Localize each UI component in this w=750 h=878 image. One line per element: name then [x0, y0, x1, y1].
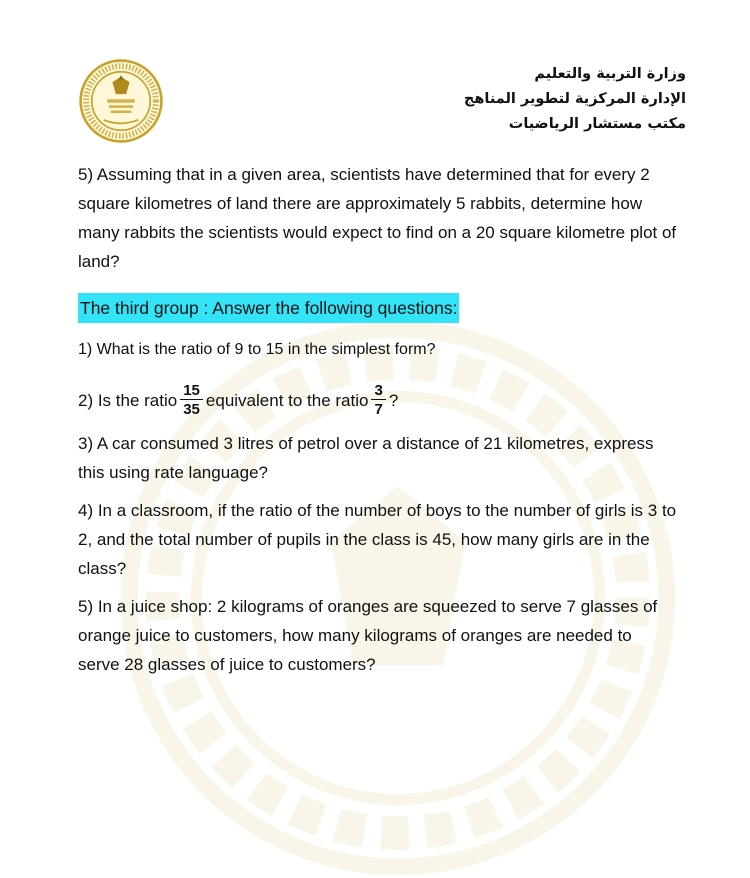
fraction-numerator: 15	[183, 382, 200, 399]
question-classroom-ratio: 4) In a classroom, if the ratio of the number of boys to the number of girls is 3 to 2, and the total number of pupils in the class is 45, how many girls are in the class?	[78, 501, 677, 578]
fraction-denominator: 7	[371, 399, 385, 418]
q2-suffix: ?	[388, 390, 399, 410]
q2-prefix: 2) Is the ratio	[78, 390, 178, 410]
question-ratio-equivalent	[78, 377, 678, 423]
ministry-header	[446, 62, 686, 137]
question-juice-shop: 5) In a juice shop: 2 kilograms of oranges are squeezed to serve 7 glasses of orange juice to customers, how many kilograms of oranges are needed to serve 28 glasses of juice to customers?	[78, 597, 658, 674]
math-advisor-office: مكتب مستشار الرياضيات	[508, 116, 686, 132]
fraction-15-35	[180, 382, 203, 418]
ministry-seal-icon	[78, 58, 164, 144]
fraction-numerator: 3	[374, 382, 383, 399]
ministry-name: وزارة التربية والتعليم	[534, 66, 686, 82]
fraction-denominator: 35	[180, 399, 203, 418]
worksheet-content	[78, 160, 678, 679]
fraction-3-7	[371, 382, 385, 418]
curriculum-department: الإدارة المركزية لتطوير المناهج	[463, 91, 686, 107]
question-rabbits: 5) Assuming that in a given area, scientists have determined that for every 2 square kilometres of land there are approximately 5 rabbits, determine how many rabbits the scientists would expect to find on a 20 square kilometre plot of land?	[78, 165, 677, 271]
question-ratio-simplest: 1) What is the ratio of 9 to 15 in the simplest form?	[78, 341, 436, 358]
q2-middle: equivalent to the ratio	[205, 390, 369, 410]
question-rate-language: 3) A car consumed 3 litres of petrol over a distance of 21 kilometres, express this using rate language?	[78, 434, 654, 482]
group-title: The third group : Answer the following questions:	[78, 293, 459, 323]
